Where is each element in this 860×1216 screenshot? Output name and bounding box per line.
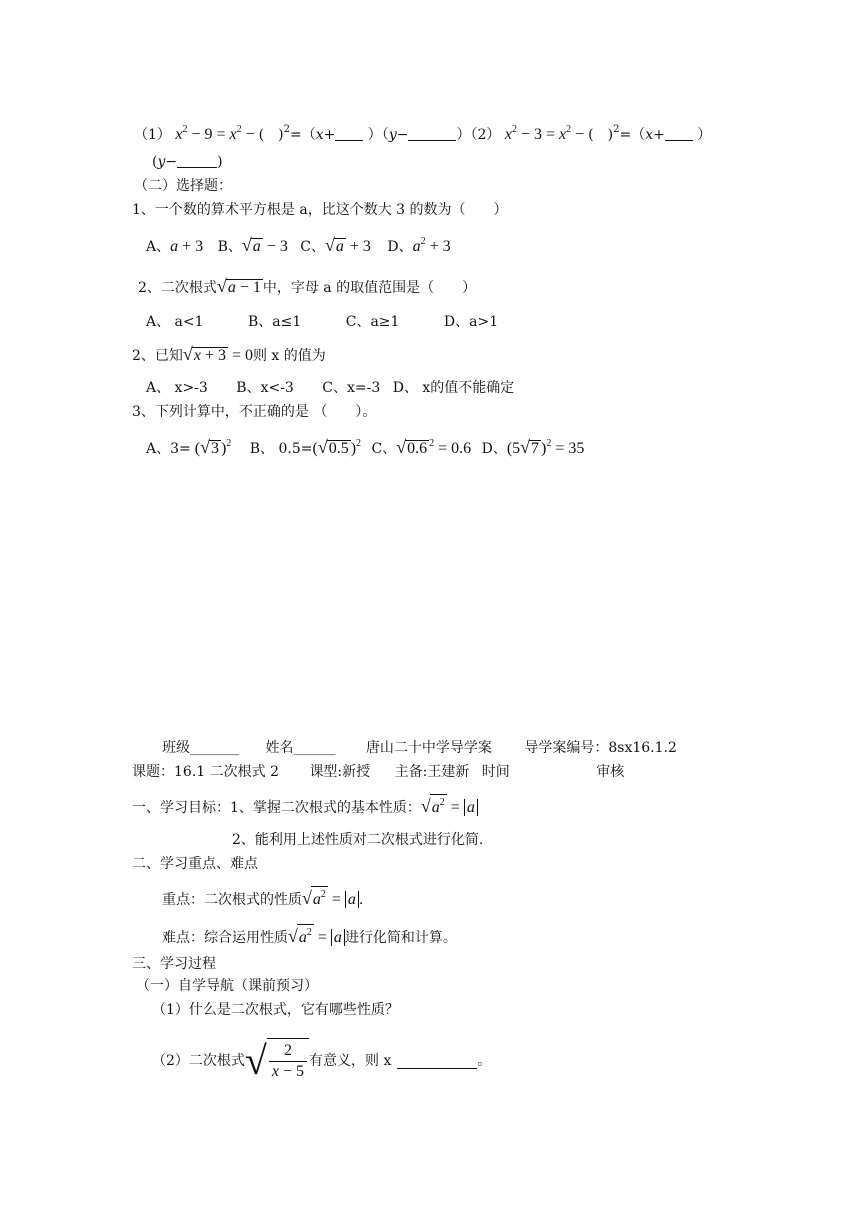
- course-info: 课题：16.1 二次根式 2 课型:新授 主备:王建新 时间 审核: [132, 764, 625, 780]
- fill-blank-line-2: (y− ): [152, 154, 223, 170]
- worksheet-header: 班级_______ 姓名______ 唐山二十中学导学案 导学案编号：8sx16.1.2: [162, 740, 677, 756]
- options-row: A、 a<1 B、a≤1 C、a≥1 D、a>1: [146, 314, 499, 330]
- question-stem: 2、已知√x + 3 = 0则 x 的值为: [132, 344, 326, 364]
- question-stem: 2、二次根式√a − 1 中，字母 a 的取值范围是（ ）: [138, 276, 477, 296]
- learning-goal-2: 2、能利用上述性质对二次根式进行化简.: [232, 832, 484, 848]
- question-2: （2）二次根式 √ $\frac{2}{x - 5}$ 有意义，则 x 。: [152, 1038, 492, 1083]
- blank[interactable]: [408, 126, 456, 141]
- blank[interactable]: [665, 126, 693, 141]
- options-row: A、3= (√3 )$^2$ B、 0.5=(√0.5 )$^2$ C、√0.6 $^2$ = 0.6 D、(5√7 )$^2$ = 35: [146, 437, 585, 457]
- blank[interactable]: [335, 126, 363, 141]
- question-stem: 3、下列计算中，不正确的是 （ ）。: [132, 404, 377, 420]
- difficult-point: 难点：综合运用性质$√a^2 = a$ 进行化简和计算。: [162, 926, 457, 946]
- subsection-title: （一）自学导航（课前预习）: [136, 978, 318, 994]
- section-title: 三、学习过程: [132, 956, 216, 972]
- answer-blank[interactable]: [397, 1054, 477, 1069]
- fill-blank-line-1: （1） $x^2 - 9 = x^2$ − ( )$^2$=（x+ ）（y− ）（2） $x^2 - 3 = x^2$ − ( )$^2$=（x+ ）: [134, 124, 712, 143]
- blank[interactable]: [177, 153, 217, 168]
- section-title: （二）选择题：: [134, 178, 232, 194]
- question-stem: 1、一个数的算术平方根是 a，比这个数大 3 的数为（ ）: [132, 202, 508, 218]
- key-point: 重点：二次根式的性质$√a^2 = a$ .: [162, 888, 364, 908]
- learning-goal-1: 一、学习目标：1、掌握二次根式的基本性质：$√a^2 = a$: [132, 794, 478, 818]
- section-title: 二、学习重点、难点: [132, 856, 258, 872]
- question-1: （1）什么是二次根式，它有哪些性质？: [152, 1002, 399, 1018]
- options-row: A、 x>-3 B、x<-3 C、x=-3 D、 x的值不能确定: [146, 380, 515, 396]
- options-row: A、a + 3 B、√a − 3 C、√a + 3 D、$a^2 + 3$: [146, 235, 451, 255]
